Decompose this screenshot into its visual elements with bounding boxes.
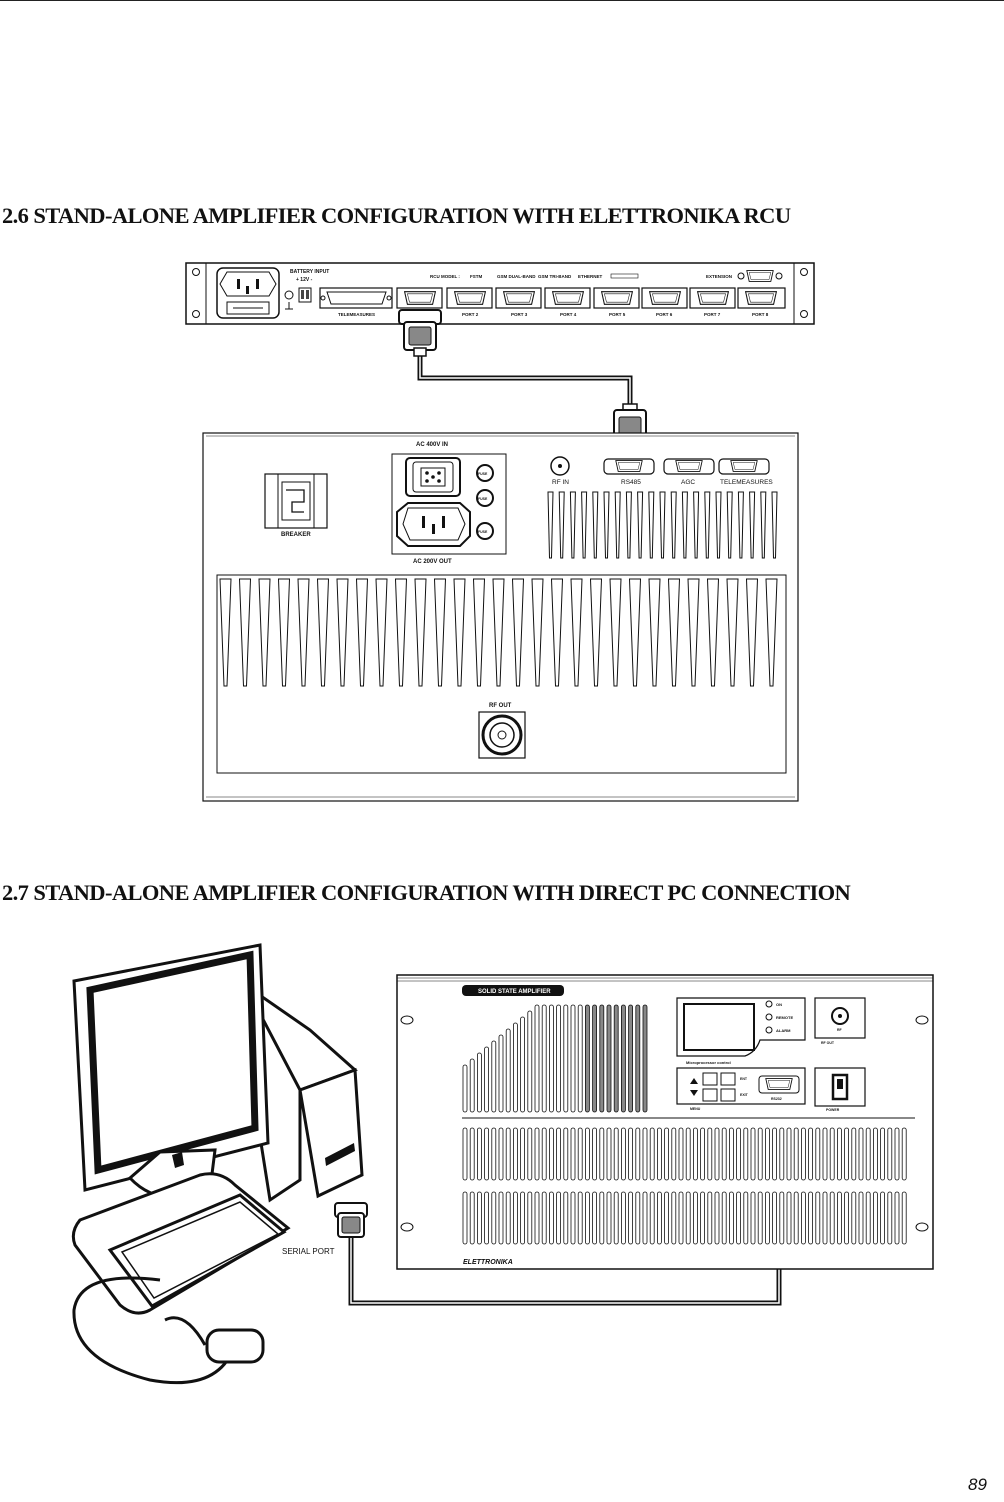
front-vent-slot: [470, 1059, 474, 1112]
front-vent-slot: [492, 1128, 496, 1180]
front-vent-slot: [888, 1192, 892, 1244]
front-vent-slot: [470, 1128, 474, 1180]
front-vent-slot: [549, 1005, 553, 1112]
front-vent-slot: [578, 1005, 582, 1112]
front-vent-slot: [701, 1128, 705, 1180]
front-vent-slot: [830, 1192, 834, 1244]
serial-port-plug: [335, 1203, 367, 1237]
front-vent-slot: [513, 1192, 517, 1244]
menu-label: MENU: [690, 1107, 701, 1111]
front-vent-slot: [463, 1128, 467, 1180]
front-vent-slot: [679, 1128, 683, 1180]
rcu-port-2: [397, 288, 442, 308]
front-vent-slot: [535, 1005, 539, 1112]
front-vent-slot: [506, 1128, 510, 1180]
brand-logo: ELETTRONIKA: [463, 1259, 513, 1266]
menu-button-4[interactable]: [721, 1089, 735, 1101]
front-vent-slot: [845, 1128, 849, 1180]
rcu-port-label-3: PORT 3: [511, 312, 528, 317]
section-2-6-title: 2.6 STAND-ALONE AMPLIFIER CONFIGURATION WITH ELETTRONIKA RCU: [2, 203, 791, 228]
menu-control-block: [677, 1068, 805, 1104]
battery-voltage-label: + 12V -: [296, 277, 313, 283]
front-vent-slot: [463, 1065, 467, 1112]
front-vent-slot: [477, 1128, 481, 1180]
breaker-label: BREAKER: [281, 532, 311, 538]
front-vent-slot: [636, 1128, 640, 1180]
front-vent-slot: [823, 1192, 827, 1244]
front-vent-slot: [794, 1128, 798, 1180]
section-2-7-title: 2.7 STAND-ALONE AMPLIFIER CONFIGURATION WITH DIRECT PC CONNECTION: [2, 880, 851, 905]
front-vent-slot: [787, 1128, 791, 1180]
lower-heatsink-fins: [220, 579, 777, 686]
front-vent-slot: [564, 1192, 568, 1244]
front-vent-slot: [600, 1005, 604, 1112]
power-label: POWER: [826, 1108, 840, 1112]
agc-connector: [664, 459, 714, 474]
front-vent-slot: [657, 1192, 661, 1244]
rcu-to-amplifier-cable: [399, 310, 652, 452]
front-vent-slot: [643, 1128, 647, 1180]
front-vent-slot: [542, 1128, 546, 1180]
front-vent-slot: [787, 1192, 791, 1244]
front-vent-slot: [888, 1128, 892, 1180]
front-vent-slot: [873, 1192, 877, 1244]
front-vent-slot: [485, 1192, 489, 1244]
rcu-port-label-6: PORT 6: [656, 312, 673, 317]
rf-in-label: RF IN: [552, 479, 569, 486]
front-vent-slot: [492, 1041, 496, 1112]
front-vent-slot: [744, 1192, 748, 1244]
front-vent-slot: [650, 1128, 654, 1180]
front-vent-slot: [492, 1192, 496, 1244]
menu-button-3[interactable]: [721, 1073, 735, 1085]
front-vent-slot: [636, 1192, 640, 1244]
front-vent-slot: [521, 1192, 525, 1244]
front-vent-slot: [686, 1192, 690, 1244]
front-vent-slot: [679, 1192, 683, 1244]
amplifier-rear-panel: [203, 433, 798, 801]
front-vent-slot: [557, 1128, 561, 1180]
page-number: 89: [968, 1475, 987, 1494]
front-vent-slot: [557, 1005, 561, 1112]
front-vent-slot: [636, 1005, 640, 1112]
front-vent-slot: [571, 1128, 575, 1180]
front-vent-slot: [708, 1192, 712, 1244]
fuse-label-2: FUSE: [478, 497, 488, 501]
front-vent-slot: [585, 1128, 589, 1180]
rcu-port-7: [642, 288, 687, 308]
front-vent-slot: [506, 1192, 510, 1244]
front-vent-slot: [571, 1005, 575, 1112]
front-vent-slot: [708, 1128, 712, 1180]
front-vent-slot: [549, 1192, 553, 1244]
rcu-port-label-4: PORT 4: [560, 312, 577, 317]
front-vent-slot: [701, 1192, 705, 1244]
front-vent-slot: [557, 1192, 561, 1244]
front-vent-slot: [809, 1128, 813, 1180]
front-vent-slot: [715, 1128, 719, 1180]
front-vent-slot: [542, 1005, 546, 1112]
front-vent-slot: [859, 1192, 863, 1244]
rf-out-label: RF OUT: [489, 703, 512, 709]
front-vent-slot: [672, 1128, 676, 1180]
front-vent-slot: [895, 1192, 899, 1244]
front-vent-slot: [477, 1053, 481, 1112]
front-vent-slot: [866, 1128, 870, 1180]
front-vent-slot: [744, 1128, 748, 1180]
front-vent-slot: [593, 1192, 597, 1244]
front-vent-slot: [571, 1192, 575, 1244]
rcu-telemeasures-connector: [320, 288, 392, 308]
front-vent-slot: [881, 1128, 885, 1180]
front-vent-slot: [801, 1128, 805, 1180]
front-vent-slot: [621, 1192, 625, 1244]
front-vent-slot: [859, 1128, 863, 1180]
rcu-rack-unit: [186, 263, 814, 324]
front-vent-slot: [665, 1192, 669, 1244]
front-vent-slot: [506, 1029, 510, 1112]
rcu-port-6: [594, 288, 639, 308]
front-vent-slot: [823, 1128, 827, 1180]
rcu-port-8: [690, 288, 735, 308]
front-vent-slot: [629, 1192, 633, 1244]
front-vent-slot: [585, 1005, 589, 1112]
front-vent-slot: [765, 1192, 769, 1244]
power-switch[interactable]: [815, 1068, 865, 1106]
front-vent-slot: [780, 1192, 784, 1244]
front-vent-slot: [751, 1128, 755, 1180]
front-vent-slot: [686, 1128, 690, 1180]
front-vent-slot: [816, 1192, 820, 1244]
exit-label: EXIT: [740, 1093, 748, 1097]
front-vent-slot: [837, 1192, 841, 1244]
indicator-remote-label: REMOTE: [776, 1015, 794, 1020]
front-vent-slot: [794, 1192, 798, 1244]
front-vent-slot: [665, 1128, 669, 1180]
indicator-alarm-label: ALARM: [776, 1028, 791, 1033]
front-vent-slot: [643, 1192, 647, 1244]
menu-button-2[interactable]: [703, 1089, 717, 1101]
front-vent-slot: [672, 1192, 676, 1244]
front-vent-slot: [528, 1192, 532, 1244]
rcu-model-label: RCU MODEL :: [430, 274, 460, 279]
front-vent-slot: [852, 1128, 856, 1180]
front-vent-slot: [621, 1005, 625, 1112]
front-vent-slot: [614, 1128, 618, 1180]
rs232-connector: [766, 1079, 792, 1090]
rcu-extension-label: EXTENSION: [706, 274, 733, 279]
front-vent-slot: [866, 1192, 870, 1244]
rs232-label: RS232: [771, 1097, 782, 1101]
micro-control-label: Microprocessor control: [686, 1060, 731, 1065]
front-vent-slot: [845, 1192, 849, 1244]
front-vent-slot: [816, 1128, 820, 1180]
rcu-gsm-dual-label: GSM DUAL-BAND: [497, 274, 536, 279]
menu-button-1[interactable]: [703, 1073, 717, 1085]
front-vent-slot: [650, 1192, 654, 1244]
front-vent-slot: [902, 1128, 906, 1180]
breaker: [265, 474, 327, 528]
front-vent-slot: [657, 1128, 661, 1180]
front-vent-slot: [629, 1005, 633, 1112]
front-vent-slot: [470, 1192, 474, 1244]
front-vent-slot: [629, 1128, 633, 1180]
telemeasures-connector: [719, 459, 769, 474]
front-vent-slot: [895, 1128, 899, 1180]
rcu-side-plug: [399, 310, 441, 356]
rcu-ethernet-label: ETHERNET: [578, 274, 603, 279]
rcu-extension-connector: [747, 271, 773, 282]
rcu-gsm-tri-label: GSM TRI-BAND: [538, 274, 572, 279]
front-rf-label: RF: [837, 1028, 842, 1032]
rcu-fstm-label: FSTM: [470, 274, 483, 279]
front-vent-slot: [737, 1192, 741, 1244]
front-vent-slot: [852, 1192, 856, 1244]
rcu-port-label-telemeasures: TELEMEASURES: [338, 312, 376, 317]
front-vent-slot: [535, 1128, 539, 1180]
front-rf-out-label: RF OUT: [821, 1041, 835, 1045]
front-vent-slot: [751, 1192, 755, 1244]
pc-monitor: [74, 945, 268, 1198]
front-vent-slot: [773, 1192, 777, 1244]
front-vent-slot: [607, 1128, 611, 1180]
indicator-on-label: ON: [776, 1002, 782, 1007]
battery-input-label: BATTERY INPUT: [290, 269, 330, 275]
front-vent-slot: [729, 1192, 733, 1244]
front-vent-slot: [837, 1128, 841, 1180]
front-vent-slot: [765, 1128, 769, 1180]
front-vent-slot: [881, 1192, 885, 1244]
rcu-port-3: [447, 288, 492, 308]
ac-out-label: AC 200V OUT: [413, 559, 452, 565]
front-vent-slot: [485, 1128, 489, 1180]
front-rf-out: [815, 998, 865, 1038]
front-vent-slot: [593, 1005, 597, 1112]
rf-out-connector: [479, 712, 525, 758]
pc-keyboard: [73, 1174, 288, 1313]
rcu-port-label-7: PORT 7: [704, 312, 721, 317]
front-vent-slot: [578, 1128, 582, 1180]
front-vent-slot: [722, 1192, 726, 1244]
front-vent-slot: [528, 1011, 532, 1112]
rcu-port-5: [545, 288, 590, 308]
front-vent-slot: [607, 1192, 611, 1244]
front-vent-slot: [499, 1192, 503, 1244]
front-vent-slot: [773, 1128, 777, 1180]
front-vent-slot: [693, 1128, 697, 1180]
front-vent-slot: [758, 1128, 762, 1180]
front-vent-slot: [593, 1128, 597, 1180]
front-vent-slot: [873, 1128, 877, 1180]
front-vent-slot: [614, 1005, 618, 1112]
amplifier-front-panel: [397, 975, 933, 1269]
serial-port-label: SERIAL PORT: [282, 1247, 335, 1256]
pc-computer: [73, 945, 362, 1383]
agc-label: AGC: [681, 479, 696, 486]
front-vent-slot: [809, 1192, 813, 1244]
front-vent-slot: [499, 1035, 503, 1112]
front-vent-slot: [521, 1017, 525, 1112]
front-vent-slot: [801, 1192, 805, 1244]
front-vent-slot: [513, 1023, 517, 1112]
front-vent-slot: [693, 1192, 697, 1244]
front-vent-slot: [578, 1192, 582, 1244]
front-vent-slot: [715, 1192, 719, 1244]
rcu-port-4: [496, 288, 541, 308]
front-vent-slot: [477, 1192, 481, 1244]
rs485-connector: [604, 459, 654, 474]
front-vent-slot: [600, 1192, 604, 1244]
ent-label: ENT: [740, 1077, 747, 1081]
telemeasures-label: TELEMEASURES: [720, 479, 773, 486]
rcu-port-label-2: PORT 2: [462, 312, 479, 317]
front-vent-slot: [737, 1128, 741, 1180]
rcu-power-inlet: [217, 268, 279, 318]
front-vent-slot: [485, 1047, 489, 1112]
rcu-port-label-8: PORT 8: [752, 312, 769, 317]
fuse-label-3: FUSE: [478, 530, 488, 534]
front-vent-slot: [499, 1128, 503, 1180]
front-vent-slot: [780, 1128, 784, 1180]
pc-mouse: [207, 1330, 263, 1362]
front-vent-slot: [564, 1005, 568, 1112]
front-vent-slot: [542, 1192, 546, 1244]
front-vent-slot: [614, 1192, 618, 1244]
rf-in-connector: [551, 457, 569, 475]
front-vent-slot: [535, 1192, 539, 1244]
front-vent-slot: [902, 1192, 906, 1244]
front-vent-slot: [549, 1128, 553, 1180]
front-vent-slot: [521, 1128, 525, 1180]
front-vent-slot: [830, 1128, 834, 1180]
front-vent-slot: [621, 1128, 625, 1180]
front-vent-slot: [513, 1128, 517, 1180]
fuse-label-1: FUSE: [478, 472, 488, 476]
front-vent-slot: [729, 1128, 733, 1180]
front-vent-slot: [585, 1192, 589, 1244]
rs485-label: RS485: [621, 479, 641, 486]
front-vent-slot: [722, 1128, 726, 1180]
front-vent-slot: [564, 1128, 568, 1180]
front-vent-slot: [600, 1128, 604, 1180]
ac-in-label: AC 400V IN: [416, 442, 449, 448]
ac-power-block: [392, 454, 506, 554]
front-vent-slot: [758, 1192, 762, 1244]
panel-title: SOLID STATE AMPLIFIER: [478, 989, 551, 995]
front-vent-slot: [463, 1192, 467, 1244]
rcu-port-label-5: PORT 5: [609, 312, 626, 317]
front-vent-slot: [643, 1005, 647, 1112]
front-vent-slot: [528, 1128, 532, 1180]
mouse-cable: [165, 1318, 205, 1345]
front-vent-slot: [607, 1005, 611, 1112]
rcu-port-9: [738, 288, 785, 308]
